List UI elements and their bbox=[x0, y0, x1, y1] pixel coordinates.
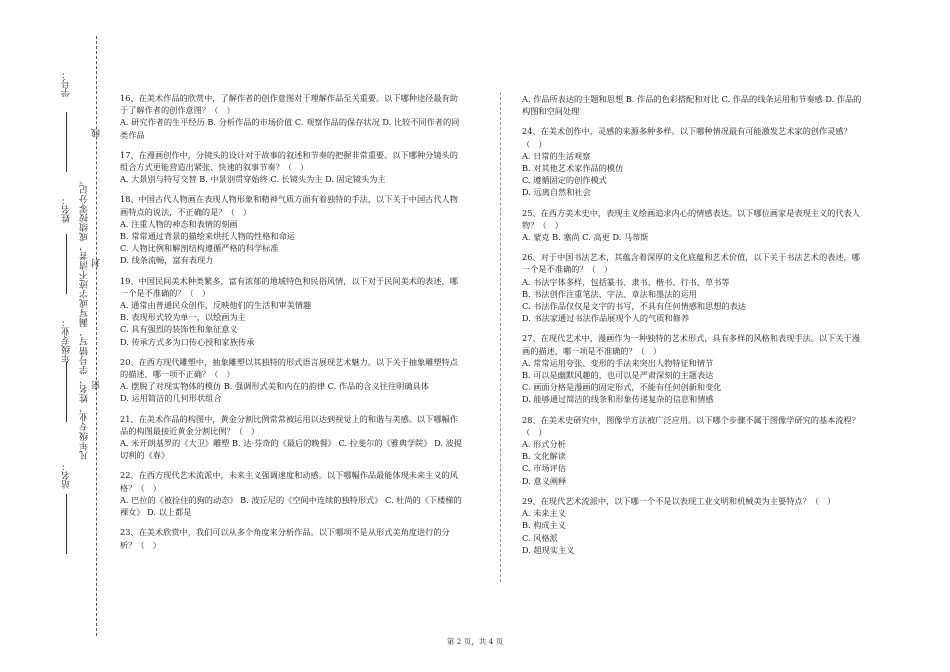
answer-option: C. 市场评估 bbox=[522, 463, 566, 474]
question-stem: 18、中国古代人物画在表现人物形象和精神气质方面有着独特的手法，以下关于中国古代人物画特点的说法，不正确的是？（ ） bbox=[120, 194, 458, 217]
answer-option: A. 摆脱了对现实物体的模仿 B. 强调形式美和内在的韵律 C. 作品的含义往往明确具体 bbox=[120, 381, 429, 392]
answer-option: B. 对其他艺术家作品的模仿 bbox=[522, 163, 624, 174]
question-stem: 16、在美术作品的欣赏中，了解作者的创作意图对于理解作品至关重要。以下哪种途径最有助于了解作者的创作意图？（ ） bbox=[120, 93, 458, 116]
question-stem: 17、在漫画创作中，分镜头的设计对于故事的叙述和节奏的把握非常重要。以下哪种分镜头的组合方式更能营造出紧张、快速的叙事节奏？（ ） bbox=[120, 149, 458, 173]
name-label: 姓名： bbox=[62, 196, 72, 223]
question-block bbox=[522, 332, 867, 405]
answer-option: B. 表现形式较为单一，以绘画为主 bbox=[120, 312, 246, 323]
answer-option: C. 风格派 bbox=[522, 532, 558, 543]
question-stem: 19、中国民间美术种类繁多，富有浓郁的地域特色和民俗风情，以下对于民间美术的表述，哪一个是不准确的？（ ） bbox=[120, 275, 458, 298]
question-block bbox=[120, 193, 465, 266]
answer-option: C. 具有强烈的装饰性和象征意义 bbox=[120, 324, 238, 335]
question-block bbox=[120, 526, 465, 550]
answer-option: A. 大景别与特写交替 B. 中景别贯穿始终 C. 长镜头为主 D. 固定镜头为主 bbox=[120, 174, 386, 185]
binding-dashed-line bbox=[96, 36, 97, 636]
question-block bbox=[120, 275, 465, 348]
name-blank bbox=[66, 234, 67, 294]
answer-option: D. 线条流畅，富有表现力 bbox=[120, 255, 214, 266]
answer-option: B. 书法创作注重笔法、字法、章法和墨法的运用 bbox=[522, 288, 697, 299]
school-blank bbox=[66, 494, 67, 554]
right-question-column bbox=[522, 93, 867, 564]
question-stem: 20、在西方现代雕塑中，抽象雕塑以其独特的形式语言展现艺术魅力。以下关于抽象雕塑特点的描述，哪一项不正确？（ ） bbox=[120, 356, 458, 380]
answer-option: B. 常常通过背景的描绘来烘托人物的性格和命运 bbox=[120, 231, 295, 242]
question-stem: 21、在美术作品的构图中，黄金分割比例常常被运用以达到视觉上的和谐与美感。以下哪幅作品的构图最接近黄金分割比例？（ ） bbox=[120, 413, 458, 436]
answer-option: A. 蒙克 B. 塞尚 C. 高更 D. 马蒂斯 bbox=[522, 232, 649, 243]
seal-mark: 密 bbox=[92, 380, 102, 390]
question-block bbox=[120, 356, 465, 405]
question-block bbox=[522, 251, 867, 324]
question-stem: 24、在美术创作中，灵感的来源多种多样。以下哪种情况最有可能激发艺术家的创作灵感？（ ） bbox=[522, 126, 852, 149]
answer-option: A. 注重人物的神态和表情的刻画 bbox=[120, 218, 238, 229]
answer-option: D. 超现实主义 bbox=[522, 544, 575, 555]
column-divider bbox=[500, 92, 501, 582]
answer-option: A. 研究作者的生平经历 B. 分析作品的市场价值 C. 观察作品的保存状况 D. 比较不同作者的同类作品 bbox=[120, 117, 460, 140]
question-stem: 25、在西方美术史中，表现主义绘画追求内心的情感表达。以下哪位画家是表现主义的代表人物？（ ） bbox=[522, 207, 860, 230]
answer-option: A. 书法字体多样，包括篆书、隶书、楷书、行书、草书等 bbox=[522, 276, 730, 287]
question-block bbox=[522, 125, 867, 198]
answer-option: A. 巴拉的《被拴住的狗的动态》 B. 波丘尼的《空间中连续的独特形式》 C. 杜尚的《下楼梯的裸女》 D. 以上都是 bbox=[120, 494, 462, 518]
school-label: 站名： bbox=[62, 462, 72, 489]
answer-option: C. 书法作品仅仅是文字的书写，不具有任何情感和思想的表达 bbox=[522, 301, 747, 312]
exam-number-blank bbox=[66, 112, 67, 172]
answer-option: C. 画面分格是漫画的固定形式，不能有任何创新和变化 bbox=[522, 382, 722, 393]
answer-option: D. 远离自然和社会 bbox=[522, 187, 591, 198]
question-stem: 26、对于中国书法艺术，其蕴含着深厚的文化底蕴和艺术价值，以下关于书法艺术的表述，哪一个是不准确的？（ ） bbox=[522, 252, 860, 275]
fill-mark: 封 bbox=[92, 258, 102, 268]
left-question-column bbox=[120, 92, 465, 559]
answer-option: A. 形式分析 bbox=[522, 439, 566, 450]
answer-option: A. 常常运用夸张、变形的手法来突出人物特征和情节 bbox=[522, 357, 714, 368]
question-stem: 22、在西方现代艺术流派中，未来主义强调速度和动感。以下哪幅作品最能体现未来主义的风格？（ ） bbox=[120, 470, 458, 493]
question-block bbox=[120, 149, 465, 186]
question-block bbox=[120, 469, 465, 518]
line-mark: 线 bbox=[92, 128, 102, 138]
question-stem: 23、在美术欣赏中，我们可以从多个角度来分析作品。以下哪项不是从形式美角度进行的分析？（ ） bbox=[120, 527, 450, 550]
answer-option: B. 构成主义 bbox=[522, 520, 566, 531]
question-block bbox=[120, 92, 465, 141]
class-label: 年级专业： bbox=[62, 318, 72, 363]
question-stem: 28、在美术史研究中，图像学方法被广泛应用。以下哪个步骤不属于图像学研究的基本流程？（ ） bbox=[522, 414, 860, 437]
question-block bbox=[120, 413, 465, 462]
exam-number-label: 学号： bbox=[62, 70, 72, 97]
question-stem: 29、在现代艺术流派中，以下哪一个不是以表现工业文明和机械美为主要特点？（ ） bbox=[522, 495, 836, 506]
question-block bbox=[522, 495, 867, 556]
page-footer: 第 2 页，共 4 页 bbox=[446, 637, 504, 646]
question-block bbox=[522, 93, 867, 117]
answer-option: A. 日常的生活观察 bbox=[522, 150, 591, 161]
question-stem: 27、在现代艺术中，漫画作为一种独特的艺术形式，具有多样的风格和表现手法。以下关于漫画的描述，哪一项是不准确的？（ ） bbox=[522, 333, 860, 356]
question-block bbox=[522, 414, 867, 487]
binding-notice: 凡年级专业、姓名、学号错写、漏写或字迹不清者，成绩按零分记。 bbox=[80, 175, 90, 460]
answer-option: C. 人物比例和解剖结构遵循严格的科学标准 bbox=[120, 243, 279, 254]
answer-option: D. 传承方式多为口传心授和家族传承 bbox=[120, 336, 255, 347]
answer-option: D. 书法家通过书法作品展现个人的气质和修养 bbox=[522, 313, 690, 324]
answer-option: D. 运用简洁的几何形状组合 bbox=[120, 393, 222, 404]
answer-option: A. 未来主义 bbox=[522, 508, 566, 519]
answer-option: A. 通常由普通民众创作，反映他们的生活和审美情趣 bbox=[120, 300, 312, 311]
answer-option: A. 米开朗基罗的《大卫》雕塑 B. 达·芬奇的《最后的晚餐》 C. 拉斐尔的《雅典学院》 D. 波提切利的《春》 bbox=[120, 438, 462, 461]
answer-option: D. 能够通过简洁的线条和形象传递复杂的信息和情感 bbox=[522, 394, 714, 405]
answer-option: D. 意义阐释 bbox=[522, 475, 567, 486]
answer-option: B. 可以是幽默风趣的，也可以是严肃深刻的主题表达 bbox=[522, 370, 714, 381]
answer-option: A. 作品所表达的主题和思想 B. 作品的色彩搭配和对比 C. 作品的线条运用和节奏感 D. 作品的构图和空间处理 bbox=[522, 94, 862, 117]
answer-option: B. 文化解读 bbox=[522, 451, 566, 462]
question-block bbox=[522, 207, 867, 244]
class-blank bbox=[66, 362, 67, 422]
answer-option: C. 遵循固定的创作模式 bbox=[522, 175, 607, 186]
